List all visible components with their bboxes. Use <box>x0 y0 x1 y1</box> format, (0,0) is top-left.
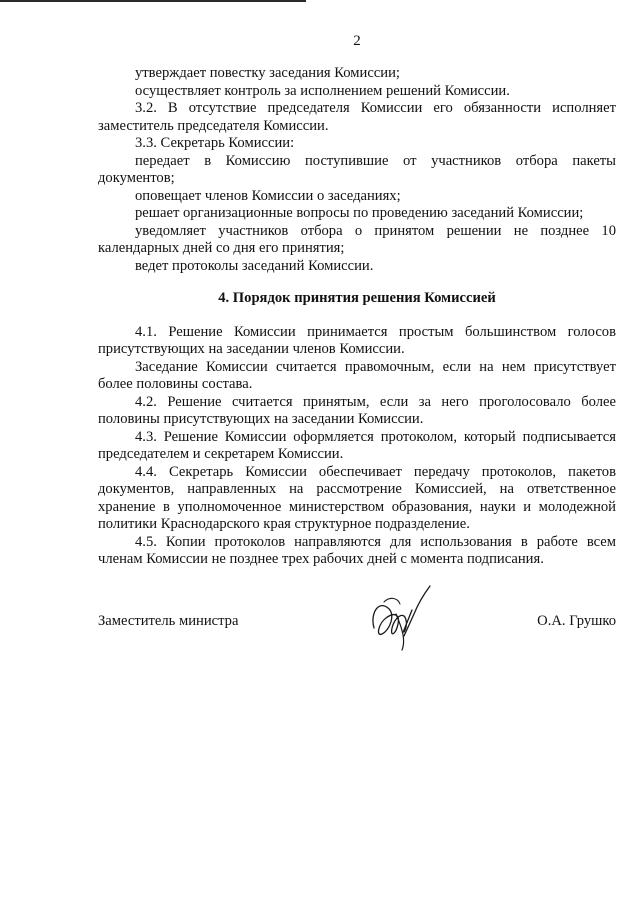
paragraph: ведет протоколы заседаний Комиссии. <box>135 257 374 274</box>
paragraph: 3.2. В отсутствие председателя Комиссии его обязанности исполняет заместитель председателя Комиссии. <box>98 100 616 134</box>
paragraph: 4.4. Секретарь Комиссии обеспечивает передачу протоколов, пакетов документов, направленных на рассмотрение Комиссией, на ответственное хранение в уполномоченное министерством образования, науки и молодежной политики Краснодарского края структурное подразделение. <box>98 463 616 532</box>
signatory-position: Заместитель министра <box>98 613 239 629</box>
paragraph: Заседание Комиссии считается правомочным, если на нем присутствует более половины состава. <box>98 358 616 392</box>
signatory-name: О.А. Грушко <box>537 613 616 629</box>
paragraph: решает организационные вопросы по проведению заседаний Комиссии; <box>135 205 584 221</box>
paragraph: 4.1. Решение Комиссии принимается простым большинством голосов присутствующих на заседании членов Комиссии. <box>98 323 616 357</box>
section-heading: 4. Порядок принятия решения Комиссией <box>218 290 496 306</box>
document-body <box>98 65 616 569</box>
paragraph: оповещает членов Комиссии о заседаниях; <box>135 187 401 204</box>
paragraph: уведомляет участников отбора о принятом решении не позднее 10 календарных дней со дня его принятия; <box>98 222 616 256</box>
paragraph: осуществляет контроль за исполнением решений Комиссии. <box>135 82 510 99</box>
scan-edge-line <box>0 0 306 2</box>
paragraph: 4.5. Копии протоколов направляются для использования в работе всем членам Комиссии не позднее трех рабочих дней с момента подписания. <box>98 533 616 567</box>
handwritten-signature-icon <box>368 584 438 652</box>
paragraph: 3.3. Секретарь Комиссии: <box>135 135 295 151</box>
paragraph: 4.3. Решение Комиссии оформляется протоколом, который подписывается председателем и секретарем Комиссии. <box>98 428 616 462</box>
signature-block <box>98 584 616 654</box>
paragraph: 4.2. Решение считается принятым, если за него проголосовало более половины присутствующих на заседании Комиссии. <box>98 393 616 427</box>
page-number: 2 <box>353 33 361 49</box>
paragraph: утверждает повестку заседания Комиссии; <box>135 65 400 81</box>
paragraph: передает в Комиссию поступившие от участников отбора пакеты документов; <box>98 152 616 186</box>
